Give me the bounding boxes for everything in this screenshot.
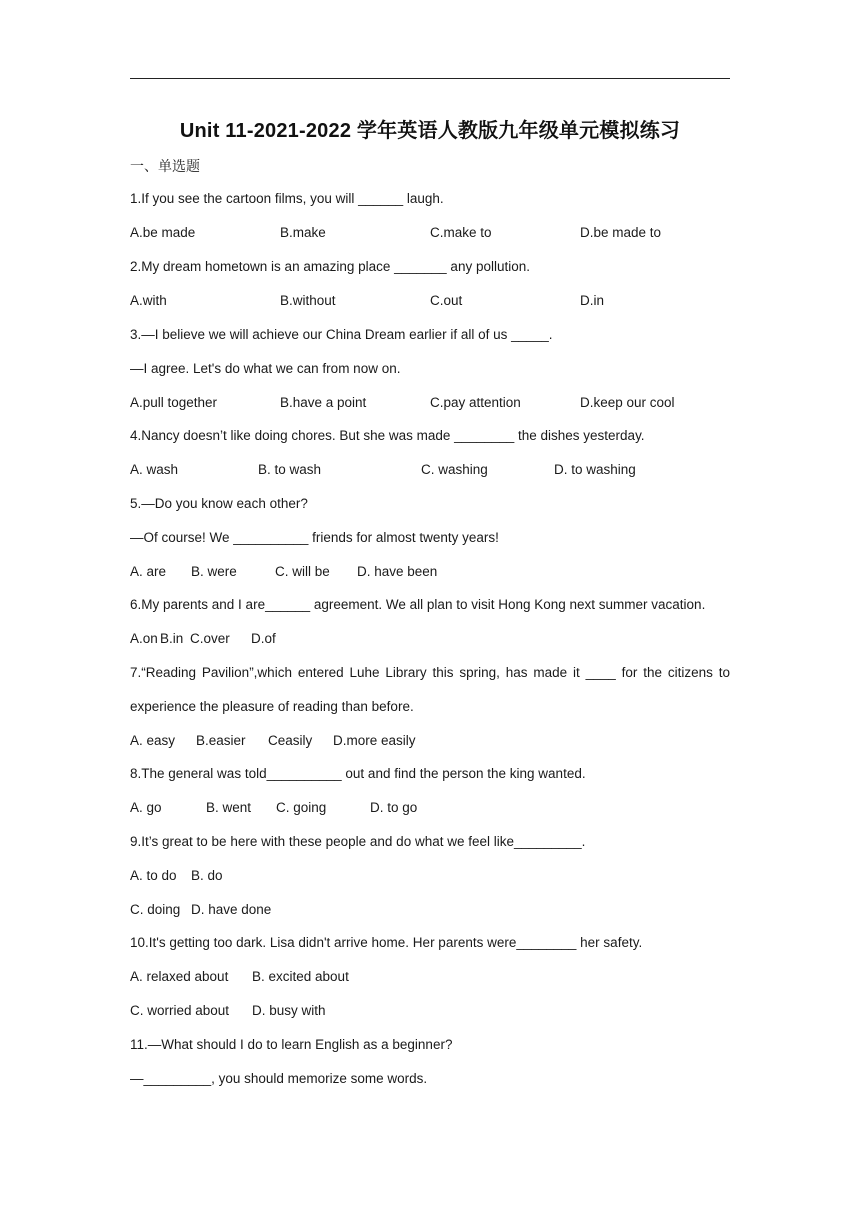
question-stem: 7.“Reading Pavilion”,which entered Luhe Library this spring, has made it ____ for the citizens to — [130, 665, 730, 680]
dialogue-line: —_________, you should memorize some words. — [130, 1071, 428, 1086]
document-title: Unit 11-2021-2022 学年英语人教版九年级单元模拟练习 — [179, 120, 681, 142]
option-d: D. have been — [357, 564, 438, 579]
option-d: D.of — [251, 631, 276, 646]
option-a: A.pull together — [130, 395, 218, 410]
question-stem: 5.—Do you know each other? — [130, 496, 308, 511]
option-a: A.be made — [130, 225, 196, 240]
option-b: B.make — [280, 225, 326, 240]
question-stem: 10.It's getting too dark. Lisa didn't arrive home. Her parents were________ her safety. — [130, 935, 643, 950]
option-b: B. excited about — [252, 969, 349, 984]
option-d: D.keep our cool — [580, 395, 675, 410]
question-stem: 1.If you see the cartoon films, you will ______ laugh. — [130, 191, 444, 206]
option-c: C. washing — [421, 462, 488, 477]
option-d: D. to go — [370, 800, 418, 815]
option-b: B.have a point — [280, 395, 367, 410]
option-b: B. do — [191, 868, 223, 883]
option-b: B. went — [206, 800, 252, 815]
option-b: B.easier — [196, 733, 246, 748]
question-stem: 4.Nancy doesn’t like doing chores. But she was made ________ the dishes yesterday. — [130, 428, 645, 443]
option-d: D. have done — [191, 902, 272, 917]
option-b: B. to wash — [258, 462, 322, 477]
option-d: D. to washing — [554, 462, 636, 477]
option-a: A. are — [130, 564, 167, 579]
option-c: C. will be — [275, 564, 330, 579]
option-d: D.in — [580, 293, 605, 308]
question-stem: 2.My dream hometown is an amazing place _______ any pollution. — [130, 259, 530, 274]
option-b: B. were — [191, 564, 237, 579]
option-a: A. to do — [130, 868, 177, 883]
dialogue-line: —I agree. Let's do what we can from now on. — [130, 361, 401, 376]
option-d: D.more easily — [333, 733, 416, 748]
option-d: D.be made to — [580, 225, 662, 240]
option-b: B.without — [280, 293, 336, 308]
option-a: A. easy — [130, 733, 176, 748]
option-b: B.in — [160, 631, 184, 646]
option-c: C. going — [276, 800, 327, 815]
question-stem: 8.The general was told__________ out and find the person the king wanted. — [130, 766, 586, 781]
header-rule — [130, 78, 730, 79]
option-c: Ceasily — [268, 733, 313, 748]
option-c: C. worried about — [130, 1003, 230, 1018]
option-a: A. go — [130, 800, 162, 815]
question-stem: 3.—I believe we will achieve our China Dream earlier if all of us _____. — [130, 327, 553, 342]
section-heading: 一、单选题 — [130, 158, 200, 174]
question-stem: 9.It’s great to be here with these people and do what we feel like_________. — [130, 834, 586, 849]
option-a: A.with — [130, 293, 167, 308]
question-stem: 11.—What should I do to learn English as a beginner? — [130, 1037, 453, 1052]
option-c: C.over — [190, 631, 230, 646]
option-a: A.on — [130, 631, 158, 646]
option-a: A. relaxed about — [130, 969, 229, 984]
dialogue-line: —Of course! We __________ friends for almost twenty years! — [130, 530, 499, 545]
option-c: C.pay attention — [430, 395, 521, 410]
option-d: D. busy with — [252, 1003, 326, 1018]
option-a: A. wash — [130, 462, 179, 477]
question-stem-continued: experience the pleasure of reading than before. — [130, 699, 414, 714]
option-c: C.out — [430, 293, 463, 308]
question-stem: 6.My parents and I are______ agreement. We all plan to visit Hong Kong next summer vacation. — [130, 597, 706, 612]
option-c: C.make to — [430, 225, 492, 240]
option-c: C. doing — [130, 902, 181, 917]
